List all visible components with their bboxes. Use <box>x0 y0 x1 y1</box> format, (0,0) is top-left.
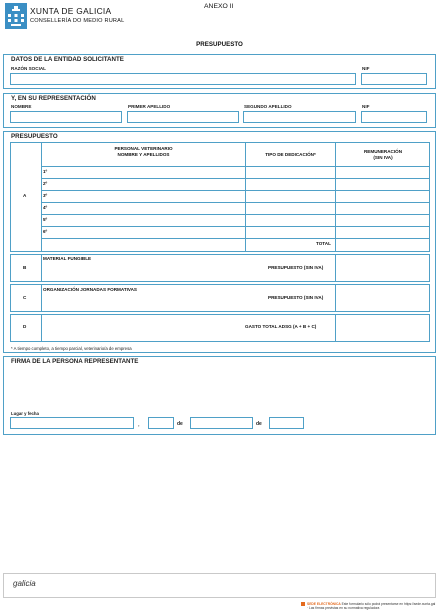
entity-title: DATOS DE LA ENTIDAD SOLICITANTE <box>11 56 124 63</box>
total-label: TOTAL <box>316 241 331 246</box>
presupuesto-c-label: PRESUPUESTO (SIN IVA) <box>268 295 324 300</box>
section-a-label: A <box>23 193 27 198</box>
row-label-1: 1º <box>43 169 48 174</box>
rep-nif-label: NIF <box>362 104 370 109</box>
sede-electronica-label: SEDE ELECTRÓNICA <box>307 602 341 606</box>
galicia-footer-logo: galicia <box>13 579 36 588</box>
row-label-6: 6º <box>43 229 48 234</box>
dedicacion-input-6[interactable] <box>246 227 334 237</box>
mes-field[interactable] <box>190 417 253 429</box>
razon-social-label: RAZÓN SOCIAL <box>11 66 46 71</box>
personal-input-6[interactable] <box>52 227 244 237</box>
dedicacion-input-1[interactable] <box>246 167 334 177</box>
row-label-3: 3º <box>43 193 48 198</box>
material-fungible-label: MATERIAL FUNGIBLE <box>43 256 92 261</box>
personal-input-5[interactable] <box>52 215 244 225</box>
col-remuneracion-header <box>336 149 430 160</box>
rep-nif-field[interactable] <box>361 111 427 123</box>
remuneracion-input-3[interactable] <box>336 191 429 201</box>
col-personal-line2: NOMBRE Y APELLIDOS <box>117 151 170 157</box>
footer-box <box>3 573 436 598</box>
de-label-1: de <box>177 421 183 427</box>
remuneracion-input-1[interactable] <box>336 167 429 177</box>
row-label-4: 4º <box>43 205 48 210</box>
nombre-label: NOMBRE <box>11 104 32 109</box>
presupuesto-b-field[interactable] <box>336 255 429 281</box>
entity-nif-label: NIF <box>362 66 370 71</box>
sede-electronica-note <box>307 602 437 610</box>
col-personal-line1: PERSONAL VETERINARIO <box>114 146 173 151</box>
representative-title: Y, EN SU REPRESENTACIÓN <box>11 95 96 102</box>
budget-title: PRESUPUESTO <box>11 133 58 140</box>
presupuesto-b-label: PRESUPUESTO (SIN IVA) <box>268 265 324 270</box>
segundo-apellido-field[interactable] <box>243 111 356 123</box>
segundo-apellido-label: SEGUNDO APELLIDO <box>244 104 292 109</box>
remuneracion-input-6[interactable] <box>336 227 429 237</box>
remuneracion-input-5[interactable] <box>336 215 429 225</box>
razon-social-field[interactable] <box>10 73 356 85</box>
personal-input-3[interactable] <box>52 191 244 201</box>
row-label-2: 2º <box>43 181 48 186</box>
col-remuneracion-line2: (SIN IVA) <box>373 154 393 160</box>
remuneracion-input-2[interactable] <box>336 179 429 189</box>
row-label-5: 5º <box>43 217 48 222</box>
nombre-field[interactable] <box>10 111 122 123</box>
personal-input-1[interactable] <box>52 167 244 177</box>
entity-nif-field[interactable] <box>361 73 427 85</box>
presupuesto-c-field[interactable] <box>336 285 429 311</box>
dept-name: CONSELLERÍA DO MEDIO RURAL <box>30 18 125 24</box>
signature-title: FIRMA DE LA PERSONA REPRESENTANTE <box>11 358 139 365</box>
col-dedicacion-header: TIPO DE DEDICACIÓN* <box>265 152 316 157</box>
page-title: PRESUPUESTO <box>196 41 243 48</box>
org-name: XUNTA DE GALICIA <box>30 6 112 16</box>
lugar-fecha-label: Lugar y fecha <box>11 411 39 416</box>
lugar-field[interactable] <box>10 417 134 429</box>
sede-electronica-icon <box>301 602 305 606</box>
total-value-field[interactable] <box>336 239 429 251</box>
annex-label: ANEXO II <box>204 3 234 10</box>
gasto-total-label: GASTO TOTAL ADSG (A + B + C) <box>245 324 317 329</box>
col-personal-header <box>42 146 245 157</box>
comma-separator: , <box>138 422 140 428</box>
section-c-label: C <box>23 295 27 300</box>
budget-footnote: * A tiempo completo, a tiempo parcial, veterinario/a de empresa <box>11 346 132 351</box>
personal-input-4[interactable] <box>52 203 244 213</box>
dedicacion-input-5[interactable] <box>246 215 334 225</box>
dedicacion-input-3[interactable] <box>246 191 334 201</box>
ano-field[interactable] <box>269 417 304 429</box>
gasto-total-field[interactable] <box>336 315 429 341</box>
de-label-2: de <box>256 421 262 427</box>
personal-input-2[interactable] <box>52 179 244 189</box>
section-d-label: D <box>23 324 27 329</box>
primer-apellido-field[interactable] <box>127 111 239 123</box>
organizacion-label: ORGANIZACIÓN JORNADAS FORMATIVAS <box>43 287 138 292</box>
section-b-label: B <box>23 265 27 270</box>
col-remuneracion-line1: REMUNERACIÓN <box>363 149 403 154</box>
sede-electronica-text: Este formulario sólo podrá presentarse en https://sede.xunta.gal · Las firmas previstas en su normativa reguladora <box>307 602 436 611</box>
dedicacion-input-4[interactable] <box>246 203 334 213</box>
xunta-logo-icon <box>5 3 27 29</box>
primer-apellido-label: PRIMER APELLIDO <box>128 104 171 109</box>
remuneracion-input-4[interactable] <box>336 203 429 213</box>
dedicacion-input-2[interactable] <box>246 179 334 189</box>
dia-field[interactable] <box>148 417 174 429</box>
